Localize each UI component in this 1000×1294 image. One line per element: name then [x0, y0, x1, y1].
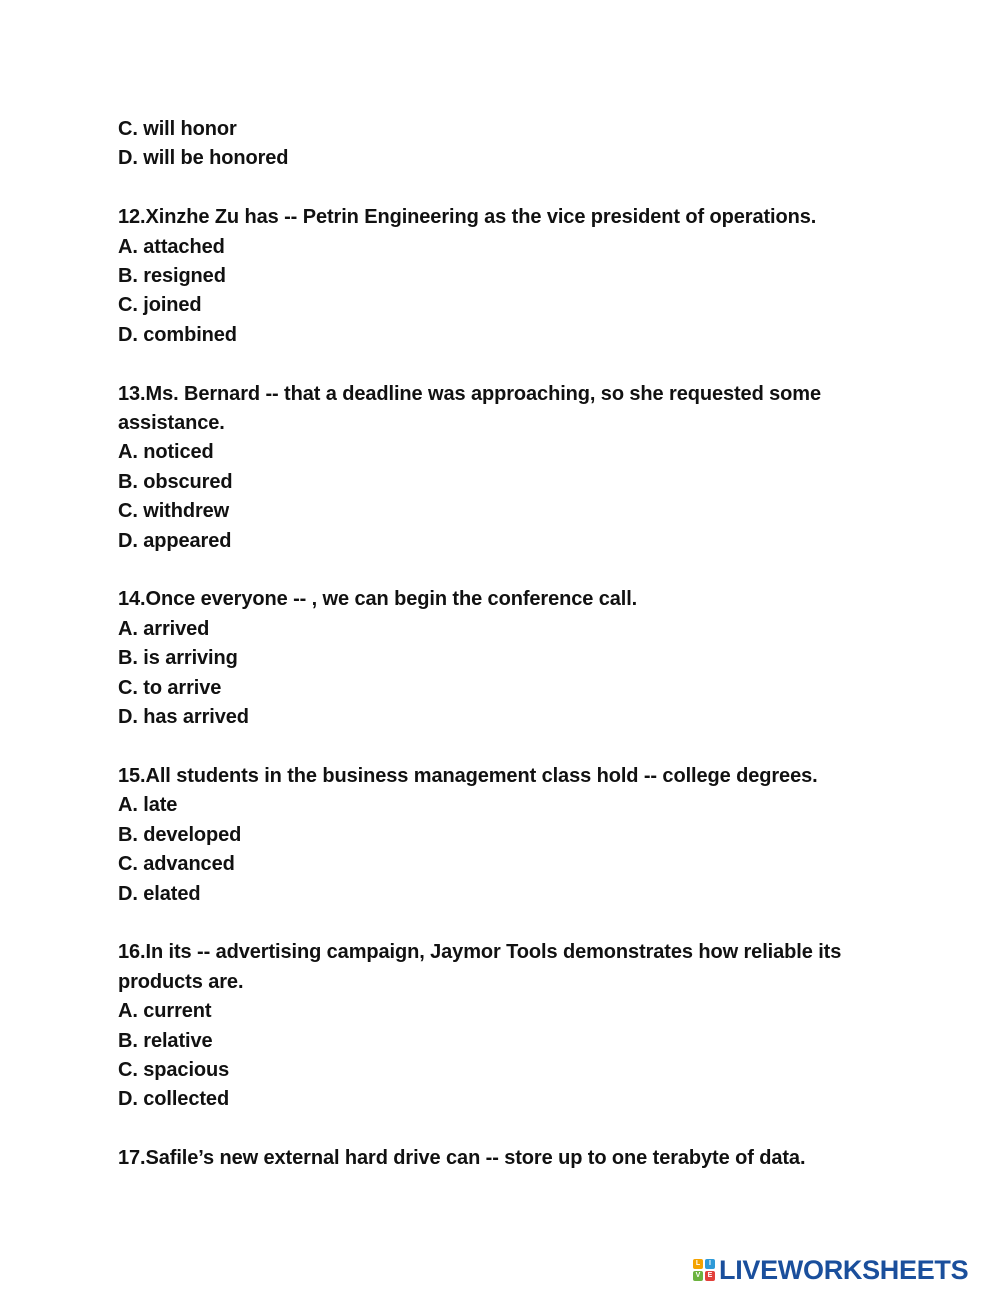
question-17 — [118, 1144, 878, 1173]
question-prompt-line-2: products are. — [118, 970, 244, 993]
option-a: A. current — [118, 1000, 212, 1023]
option-a: A. late — [118, 794, 178, 817]
question-prompt-line-1: 16.In its -- advertising campaign, Jaymor Tools demonstrates how reliable its — [118, 941, 842, 964]
option-b: B. resigned — [118, 265, 226, 288]
option-b: B. obscured — [118, 470, 233, 493]
question-prompt-line-1: 13.Ms. Bernard -- that a deadline was approaching, so she requested some — [118, 382, 821, 405]
option-a: A. arrived — [118, 617, 210, 640]
option-c: C. withdrew — [118, 500, 230, 523]
option-b: B. is arriving — [118, 647, 238, 670]
logo-mark-tile: I — [705, 1259, 715, 1269]
option-d: D. elated — [118, 882, 201, 905]
logo-text: LIVEWORKSHEETS — [719, 1254, 969, 1285]
question-16 — [118, 938, 878, 1114]
logo-mark-icon — [693, 1259, 715, 1281]
question-12 — [118, 203, 878, 350]
option-c: C. will honor — [118, 118, 237, 140]
question-15 — [118, 762, 878, 909]
logo-mark-tile: V — [693, 1271, 703, 1281]
question-prompt: 12.Xinzhe Zu has -- Petrin Engineering as the vice president of operations. — [118, 206, 817, 229]
option-a: A. attached — [118, 235, 225, 258]
worksheet-page — [118, 115, 878, 1174]
question-13 — [118, 380, 878, 556]
option-d: D. appeared — [118, 529, 232, 552]
option-d: D. will be honored — [118, 147, 289, 170]
option-d: D. has arrived — [118, 706, 249, 729]
question-prompt: 15.All students in the business management class hold -- college degrees. — [118, 764, 818, 787]
question-11-tail — [118, 115, 878, 174]
option-b: B. relative — [118, 1029, 213, 1052]
question-prompt: 17.Safile’s new external hard drive can -- store up to one terabyte of data. — [118, 1147, 806, 1170]
question-prompt-line-2: assistance. — [118, 412, 225, 435]
question-prompt: 14.Once everyone -- , we can begin the conference call. — [118, 588, 638, 611]
option-d: D. combined — [118, 323, 237, 346]
logo-mark-tile: L — [693, 1259, 703, 1269]
question-14 — [118, 585, 878, 732]
logo-mark-tile: E — [705, 1271, 715, 1281]
option-c: C. joined — [118, 294, 202, 317]
option-c: C. spacious — [118, 1058, 230, 1081]
option-b: B. developed — [118, 823, 242, 846]
option-c: C. to arrive — [118, 676, 222, 699]
option-d: D. collected — [118, 1088, 230, 1111]
option-c: C. advanced — [118, 853, 235, 876]
liveworksheets-logo — [693, 1254, 968, 1286]
option-a: A. noticed — [118, 441, 214, 464]
